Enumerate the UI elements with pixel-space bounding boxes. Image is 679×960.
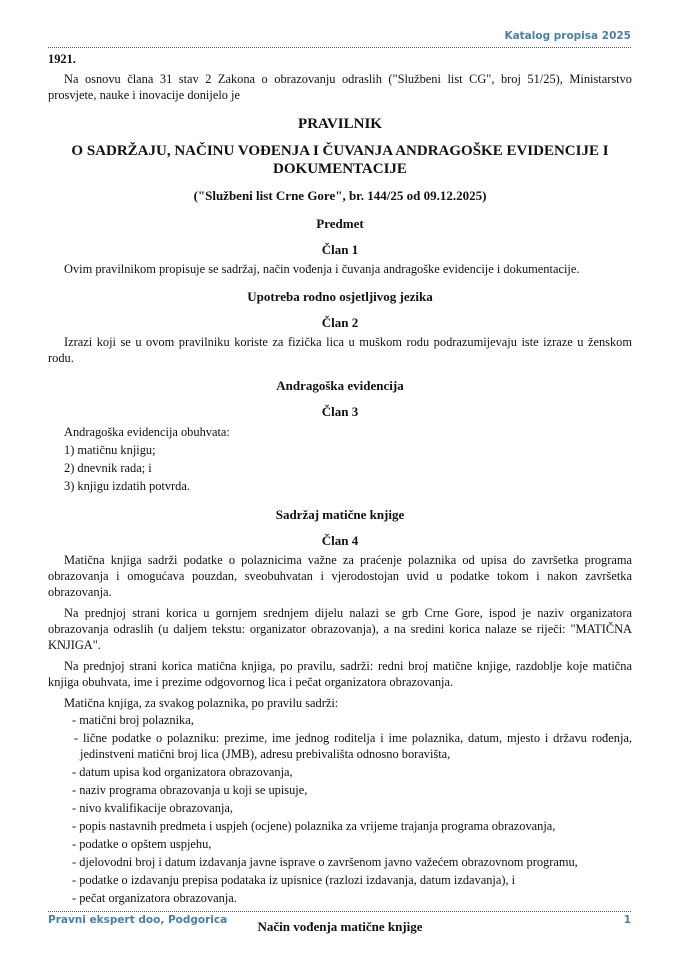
section-heading: Upotreba rodno osjetljivog jezika <box>247 289 433 304</box>
page-header <box>48 30 631 48</box>
list-item: - matični broj polaznika, <box>72 713 194 727</box>
section-heading: Način vođenja matične knjige <box>257 919 423 934</box>
paragraph: Na prednjoj strani korica matična knjiga, po pravilu, sadrži: redni broj matične knjige, razdoblje koje matična knjiga obuhvata, ime i prezime odgovornog lica i pečat organizatora obrazovanja. <box>48 659 632 689</box>
paragraph: Matična knjiga, za svakog polaznika, po pravilu sadrži: <box>64 696 339 710</box>
article-text: Ovim pravilnikom propisuje se sadržaj, način vođenja i čuvanja andragoške evidencije i dokumentacije. <box>64 262 580 276</box>
document-title: PRAVILNIK <box>298 116 382 132</box>
document-body <box>48 51 632 935</box>
list-item: - nivo kvalifikacije obrazovanja, <box>72 801 234 815</box>
paragraph: Na prednjoj strani korica u gornjem srednjem dijelu nalazi se grb Crne Gore, ispod je naziv organizatora obrazovanja odraslih (u daljem tekstu: organizator obrazovanja), a na sredini korica nalaze se riječi: "MATIČNA KNJIGA". <box>48 606 632 652</box>
catalog-title: Katalog propisa 2025 <box>504 30 631 42</box>
list-item: 1) matičnu knjigu; <box>64 443 156 457</box>
article-text: Andragoška evidencija obuhvata: <box>64 425 230 439</box>
article-heading: Član 3 <box>321 404 359 419</box>
list-item: - podatke o izdavanju prepisa podataka iz upisnice (razlozi izdavanja, datum izdavanja), i <box>72 873 516 887</box>
list-item: 3) knjigu izdatih potvrda. <box>64 479 190 493</box>
list-item: - naziv programa obrazovanja u koji se upisuje, <box>72 783 308 797</box>
list-item: - djelovodni broj i datum izdavanja javne isprave o završenom javno važećem obrazovnom programu, <box>72 855 578 869</box>
list-item: - datum upisa kod organizatora obrazovanja, <box>72 765 293 779</box>
section-heading: Predmet <box>316 216 364 231</box>
section-heading: Andragoška evidencija <box>276 378 404 393</box>
document-subtitle: O SADRŽAJU, NAČINU VOĐENJA I ČUVANJA ANDRAGOŠKE EVIDENCIJE I DOKUMENTACIJE <box>71 143 609 177</box>
gazette-citation: ("Službeni list Crne Gore", br. 144/25 od 09.12.2025) <box>193 188 487 203</box>
section-heading: Sadržaj matične knjige <box>275 507 405 522</box>
publisher: Pravni ekspert doo, Podgorica <box>48 914 228 926</box>
list-item: - lične podatke o polazniku: prezime, ime jednog roditelja i ime polaznika, datum, mjesto i državu rođenja, jedinstveni matični broj lica (JMB), adresu prebivališta odnosno boravišta, <box>74 731 632 761</box>
preamble: Na osnovu člana 31 stav 2 Zakona o obrazovanju odraslih ("Službeni list CG", broj 51/25), Ministarstvo prosvjete, nauke i inovacije donijelo je <box>48 72 632 102</box>
list-item: - podatke o opštem uspjehu, <box>72 837 212 851</box>
article-heading: Član 2 <box>321 315 359 330</box>
list-item: - popis nastavnih predmeta i uspjeh (ocjene) polaznika za vrijeme trajanja programa obrazovanja, <box>72 819 556 833</box>
page-number: 1 <box>623 914 631 926</box>
article-text: Izrazi koji se u ovom pravilniku koriste za fizička lica u muškom rodu podrazumijevaju iste izraze u ženskom rodu. <box>48 335 632 365</box>
article-heading: Član 4 <box>321 533 359 548</box>
regulation-number: 1921. <box>48 52 76 66</box>
list-item: 2) dnevnik rada; i <box>64 461 152 475</box>
list-item: - pečat organizatora obrazovanja. <box>72 891 237 905</box>
paragraph: Matična knjiga sadrži podatke o polaznicima važne za praćenje polaznika od upisa do završetka programa obrazovanja i omogućava pouzdan, sveobuhvatan i vjerodostojan uvid u podatke tokom i nakon završetka obrazovanja. <box>48 553 632 599</box>
article-heading: Član 1 <box>321 242 359 257</box>
page-footer <box>48 911 631 926</box>
